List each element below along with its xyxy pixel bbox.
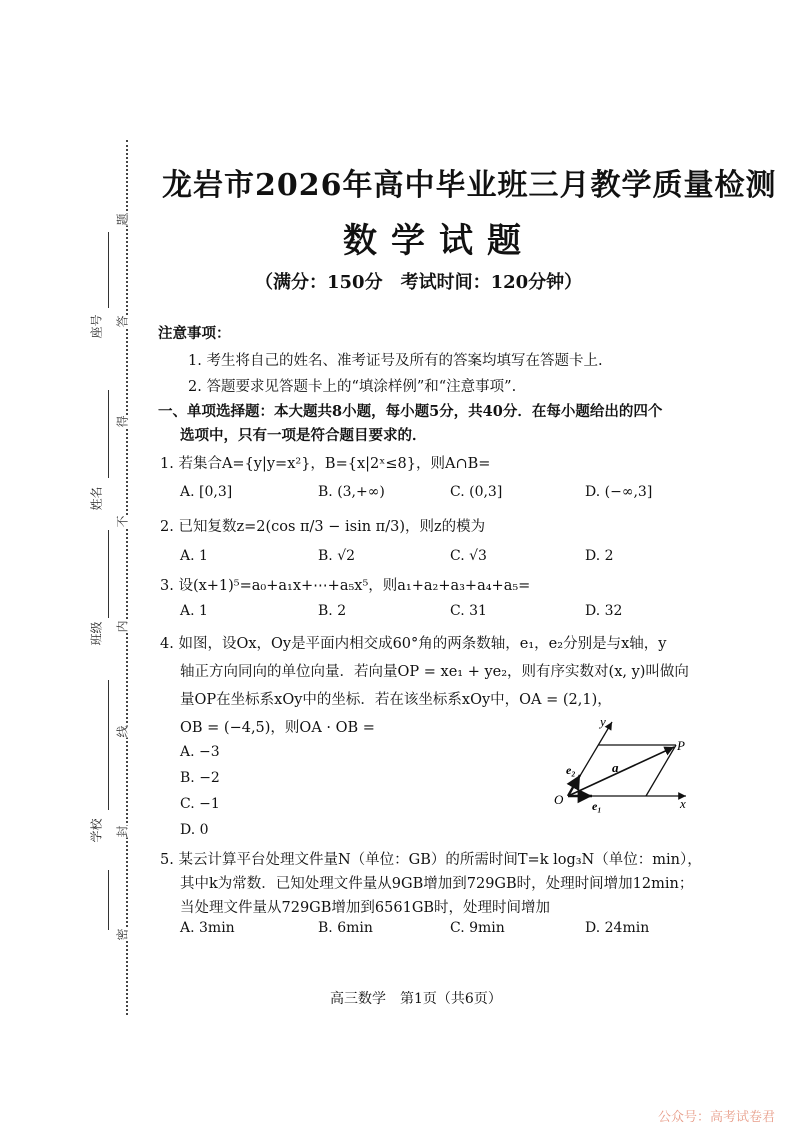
- seat-number-blank: [108, 232, 109, 308]
- option: D. 2: [585, 548, 614, 564]
- seal-char: 封: [113, 825, 132, 837]
- page-footer: 高三数学 第1页（共6页）: [330, 991, 502, 1007]
- question-stem: 2. 已知复数z=2(cos π/3 − isin π/3)，则z的模为: [160, 519, 486, 535]
- option: D. 32: [585, 603, 623, 619]
- watermark: 公众号：高考试卷君: [658, 1110, 776, 1125]
- seal-char: 内: [113, 620, 132, 632]
- option: B. √2: [318, 548, 356, 564]
- school-label: 学校: [89, 818, 104, 843]
- option: D. 24min: [585, 920, 650, 936]
- name-blank: [108, 390, 109, 478]
- y-axis-label: y: [600, 714, 606, 729]
- option: B. (3,+∞): [318, 484, 385, 500]
- school-blank: [108, 680, 109, 810]
- notice-item: 2. 答题要求见答题卡上的“填涂样例”和“注意事项”.: [188, 379, 517, 395]
- option: A. 3min: [180, 920, 235, 936]
- point-p-label: P: [677, 738, 685, 753]
- question-stem-line: 5. 某云计算平台处理文件量N（单位：GB）的所需时间T=k log₃N（单位：min），: [160, 852, 702, 868]
- question-stem-line: 当处理文件量从729GB增加到6561GB时，处理时间增加: [180, 900, 551, 916]
- notice-item: 1. 考生将自己的姓名、准考证号及所有的答案均填写在答题卡上.: [188, 353, 603, 369]
- binding-dotted-line: [126, 140, 128, 1015]
- option: A. 1: [180, 603, 208, 619]
- exam-title: 龙岩市2026年高中毕业班三月教学质量检测: [162, 168, 777, 203]
- section-heading: 一、单项选择题：本大题共8小题，每小题5分，共40分．在每小题给出的四个: [158, 403, 663, 420]
- option: A. [0,3]: [180, 484, 233, 500]
- question-stem-line: 4. 如图，设Ox，Oy是平面内相交成60°角的两条数轴，e₁，e₂分别是与x轴，y: [160, 636, 667, 652]
- option: B. 2: [318, 603, 347, 619]
- vector-a: [568, 747, 674, 796]
- seal-char: 题: [113, 213, 132, 225]
- class-blank: [108, 530, 109, 618]
- option: A. −3: [180, 744, 220, 760]
- option: B. −2: [180, 770, 220, 786]
- name-label: 姓名: [89, 486, 104, 511]
- question-stem: 1. 若集合A={y|y=x²}，B={x|2ˣ≤8}，则A∩B=: [160, 456, 491, 472]
- vector-a-label: a: [612, 760, 619, 775]
- option: C. 31: [450, 603, 487, 619]
- oblique-coordinate-figure: [548, 712, 698, 816]
- option: C. 9min: [450, 920, 505, 936]
- subject-title: 数学试题: [343, 221, 535, 261]
- option: A. 1: [180, 548, 208, 564]
- option: C. −1: [180, 796, 220, 812]
- option: C. √3: [450, 548, 487, 564]
- class-label: 班级: [89, 621, 104, 646]
- option: C. (0,3]: [450, 484, 503, 500]
- score-time: （满分：150分 考试时间：120分钟）: [255, 272, 583, 293]
- e2-label: e₂: [566, 763, 576, 777]
- option: D. (−∞,3]: [585, 484, 653, 500]
- seal-char: 不: [113, 515, 132, 527]
- e1-label: e₁: [592, 799, 602, 813]
- notice-heading: 注意事项：: [158, 325, 231, 342]
- question-stem-line: 其中k为常数．已知处理文件量从9GB增加到729GB时，处理时间增加12min；: [180, 876, 694, 892]
- question-stem-line: 轴正方向同向的单位向量．若向量OP = xe₁ + ye₂，则有序实数对(x, y)叫做向: [180, 664, 689, 680]
- option: D. 0: [180, 822, 209, 838]
- question-stem: 3. 设(x+1)⁵=a₀+a₁x+⋯+a₅x⁵，则a₁+a₂+a₃+a₄+a₅=: [160, 578, 531, 594]
- origin-label: O: [554, 792, 564, 807]
- question-stem-line: OB = (−4,5)，则OA · OB =: [180, 720, 375, 736]
- seal-char: 密: [113, 928, 132, 940]
- seal-char: 答: [113, 315, 132, 327]
- option: B. 6min: [318, 920, 373, 936]
- seal-char: 线: [113, 725, 132, 737]
- seat-number-label: 座号: [89, 314, 104, 339]
- section-heading: 选项中，只有一项是符合题目要求的．: [180, 427, 427, 444]
- school-blank-2: [108, 870, 109, 930]
- question-stem-line: 量OP在坐标系xOy中的坐标．若在该坐标系xOy中，OA = (2,1)，: [180, 692, 612, 708]
- seal-char: 得: [113, 415, 132, 427]
- x-axis-label: x: [680, 796, 686, 811]
